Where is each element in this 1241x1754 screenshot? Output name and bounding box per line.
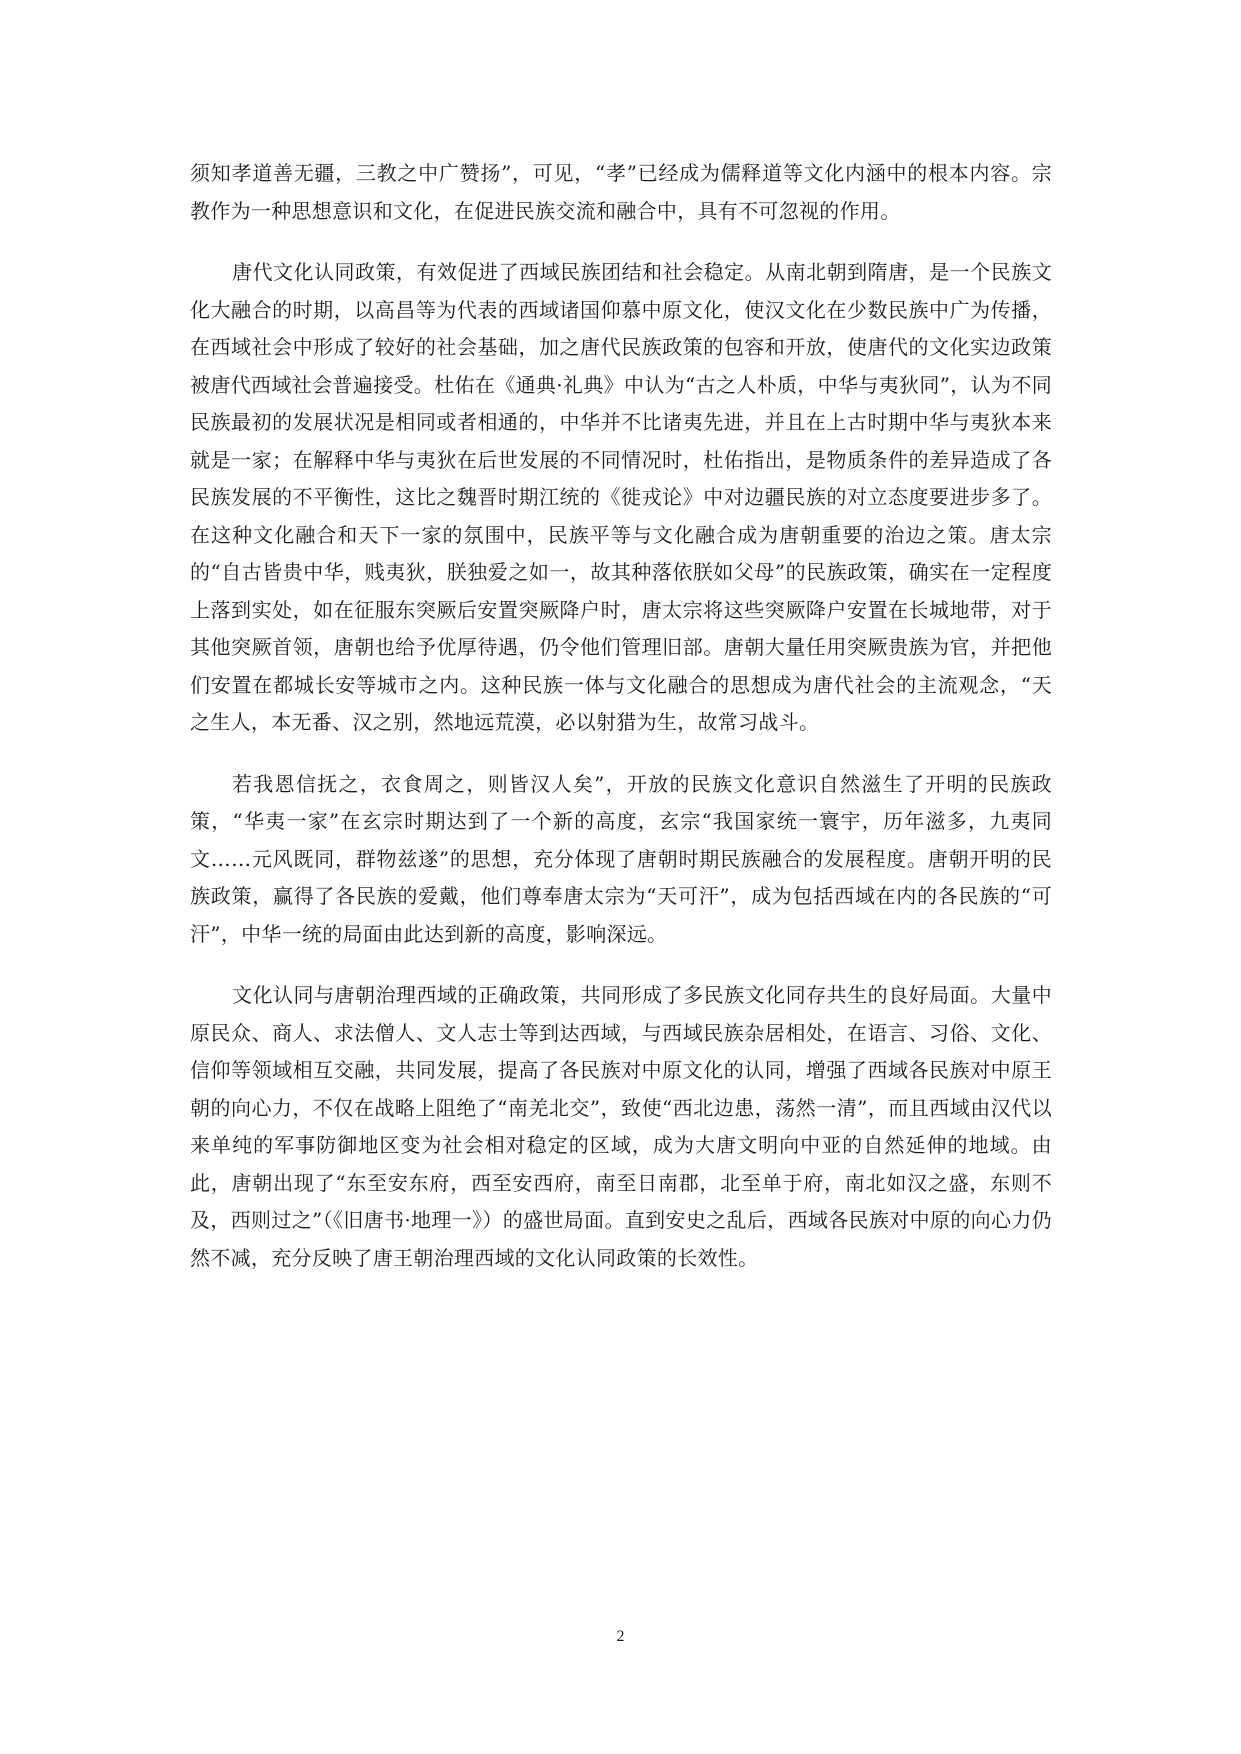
paragraph-2: 唐代文化认同政策，有效促进了西域民族团结和社会稳定。从南北朝到隋唐，是一个民族文化大融合的时期，以高昌等为代表的西域诸国仰慕中原文化，使汉文化在少数民族中广为传播，在西域社会中形成了较好的社会基础，加之唐代民族政策的包容和开放，使唐代的文化实边政策被唐代西域社会普遍接受。杜佑在《通典·礼典》中认为“古之人朴质，中华与夷狄同”，认为不同民族最初的发展状况是相同或者相通的，中华并不比诸夷先进，并且在上古时期中华与夷狄本来就是一家；在解释中华与夷狄在后世发展的不同情况时，杜佑指出，是物质条件的差异造成了各民族发展的不平衡性，这比之魏晋时期江统的《徙戎论》中对边疆民族的对立态度要进步多了。在这种文化融合和天下一家的氛围中，民族平等与文化融合成为唐朝重要的治边之策。唐太宗的“自古皆贵中华，贱夷狄，朕独爱之如一，故其种落依朕如父母”的民族政策，确实在一定程度上落到实处，如在征服东突厥后安置突厥降户时，唐太宗将这些突厥降户安置在长城地带，对于其他突厥首领，唐朝也给予优厚待遇，仍令他们管理旧部。唐朝大量任用突厥贵族为官，并把他们安置在都城长安等城市之内。这种民族一体与文化融合的思想成为唐代社会的主流观念，“天之生人，本无番、汉之别，然地远荒漠，必以射猎为生，故常习战斗。 (190, 260, 1052, 734)
body-text (190, 155, 1052, 1277)
paragraph-1: 须知孝道善无疆，三教之中广赞扬”，可见，“孝”已经成为儒释道等文化内涵中的根本内容。宗教作为一种思想意识和文化，在促进民族交流和融合中，具有不可忽视的作用。 (190, 161, 1052, 223)
paragraph-3: 若我恩信抚之，衣食周之，则皆汉人矣”，开放的民族文化意识自然滋生了开明的民族政策，“华夷一家”在玄宗时期达到了一个新的高度，玄宗“我国家统一寰宇，历年滋多，九夷同文……元风既同，群物兹遂”的思想，充分体现了唐朝时期民族融合的发展程度。唐朝开明的民族政策，赢得了各民族的爱戴，他们尊奉唐太宗为“天可汗”，成为包括西域在内的各民族的“可汗”，中华一统的局面由此达到新的高度，影响深远。 (190, 771, 1052, 946)
paragraph-4: 文化认同与唐朝治理西域的正确政策，共同形成了多民族文化同存共生的良好局面。大量中原民众、商人、求法僧人、文人志士等到达西域，与西域民族杂居相处，在语言、习俗、文化、信仰等领域相互交融，共同发展，提高了各民族对中原文化的认同，增强了西域各民族对中原王朝的向心力，不仅在战略上阻绝了“南羌北交”，致使“西北边患，荡然一清”，而且西域由汉代以来单纯的军事防御地区变为社会相对稳定的区域，成为大唐文明向中亚的自然延伸的地域。由此，唐朝出现了“东至安东府，西至安西府，南至日南郡，北至单于府，南北如汉之盛，东则不及，西则过之”（《旧唐书·地理一》）的盛世局面。直到安史之乱后，西域各民族对中原的向心力仍然不减，充分反映了唐王朝治理西域的文化认同政策的长效性。 (190, 983, 1052, 1270)
page-number: 2 (616, 1628, 625, 1645)
